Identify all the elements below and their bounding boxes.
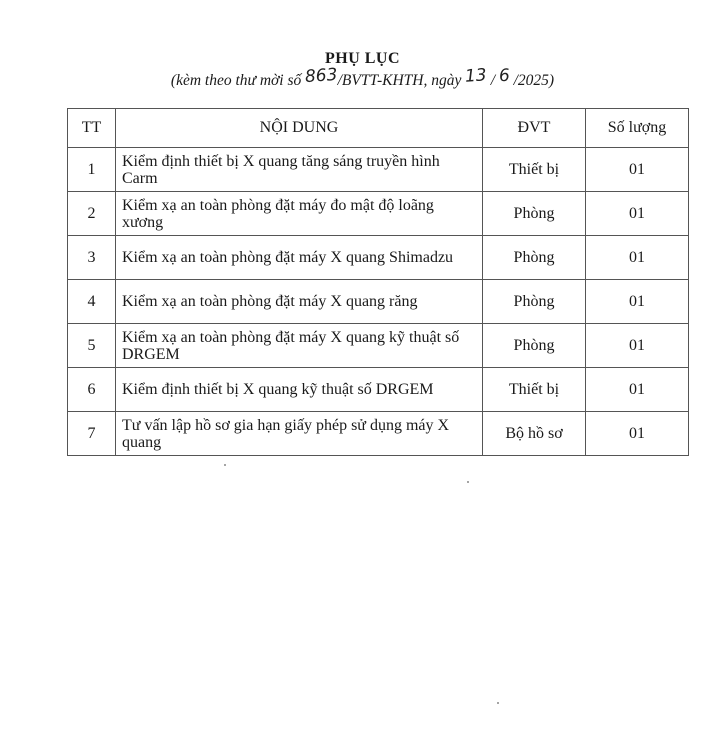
subtitle-suffix: /2025) bbox=[509, 72, 555, 89]
table-row bbox=[68, 236, 689, 280]
scan-speck bbox=[497, 702, 499, 704]
date-separator: / bbox=[486, 72, 499, 89]
row-content: Kiểm xạ an toàn phòng đặt máy X quang kỹ thuật số DRGEM bbox=[116, 324, 483, 368]
row-content: Kiểm xạ an toàn phòng đặt máy X quang răng bbox=[116, 280, 483, 324]
row-index: 5 bbox=[68, 324, 116, 368]
row-quantity: 01 bbox=[586, 192, 689, 236]
month-handwritten: 6 bbox=[498, 65, 511, 87]
column-header-tt: TT bbox=[68, 109, 116, 148]
row-unit: Phòng bbox=[483, 192, 586, 236]
appendix-subtitle bbox=[0, 64, 725, 90]
row-unit: Phòng bbox=[483, 324, 586, 368]
subtitle-mid: /BVTT-KHTH, ngày bbox=[337, 72, 466, 89]
row-index: 2 bbox=[68, 192, 116, 236]
table-header-row bbox=[68, 109, 689, 148]
appendix-table bbox=[67, 108, 689, 456]
row-index: 6 bbox=[68, 368, 116, 412]
row-content: Kiểm xạ an toàn phòng đặt máy đo mật độ loãng xương bbox=[116, 192, 483, 236]
scan-speck bbox=[467, 481, 469, 483]
row-index: 3 bbox=[68, 236, 116, 280]
row-quantity: 01 bbox=[586, 324, 689, 368]
table-row bbox=[68, 368, 689, 412]
row-index: 7 bbox=[68, 412, 116, 456]
day-handwritten: 13 bbox=[464, 65, 488, 87]
row-quantity: 01 bbox=[586, 236, 689, 280]
table-row bbox=[68, 280, 689, 324]
letter-number-handwritten: 863 bbox=[304, 64, 339, 88]
appendix-title: PHỤ LỤC bbox=[324, 50, 401, 67]
subtitle-prefix: (kèm theo thư mời số bbox=[170, 72, 306, 89]
table-row bbox=[68, 148, 689, 192]
row-index: 4 bbox=[68, 280, 116, 324]
row-quantity: 01 bbox=[586, 368, 689, 412]
row-content: Kiểm định thiết bị X quang tăng sáng truyền hình Carm bbox=[116, 148, 483, 192]
table-row bbox=[68, 324, 689, 368]
scan-speck bbox=[224, 464, 226, 466]
table-row bbox=[68, 192, 689, 236]
row-unit: Thiết bị bbox=[483, 148, 586, 192]
row-content: Tư vấn lập hồ sơ gia hạn giấy phép sử dụng máy X quang bbox=[116, 412, 483, 456]
row-unit: Phòng bbox=[483, 280, 586, 324]
row-unit: Phòng bbox=[483, 236, 586, 280]
row-index: 1 bbox=[68, 148, 116, 192]
row-quantity: 01 bbox=[586, 412, 689, 456]
column-header-content: NỘI DUNG bbox=[116, 109, 483, 148]
table-row bbox=[68, 412, 689, 456]
row-quantity: 01 bbox=[586, 148, 689, 192]
row-quantity: 01 bbox=[586, 280, 689, 324]
column-header-quantity: Số lượng bbox=[586, 109, 689, 148]
column-header-unit: ĐVT bbox=[483, 109, 586, 148]
row-content: Kiểm định thiết bị X quang kỹ thuật số DRGEM bbox=[116, 368, 483, 412]
row-unit: Thiết bị bbox=[483, 368, 586, 412]
row-unit: Bộ hồ sơ bbox=[483, 412, 586, 456]
row-content: Kiểm xạ an toàn phòng đặt máy X quang Shimadzu bbox=[116, 236, 483, 280]
